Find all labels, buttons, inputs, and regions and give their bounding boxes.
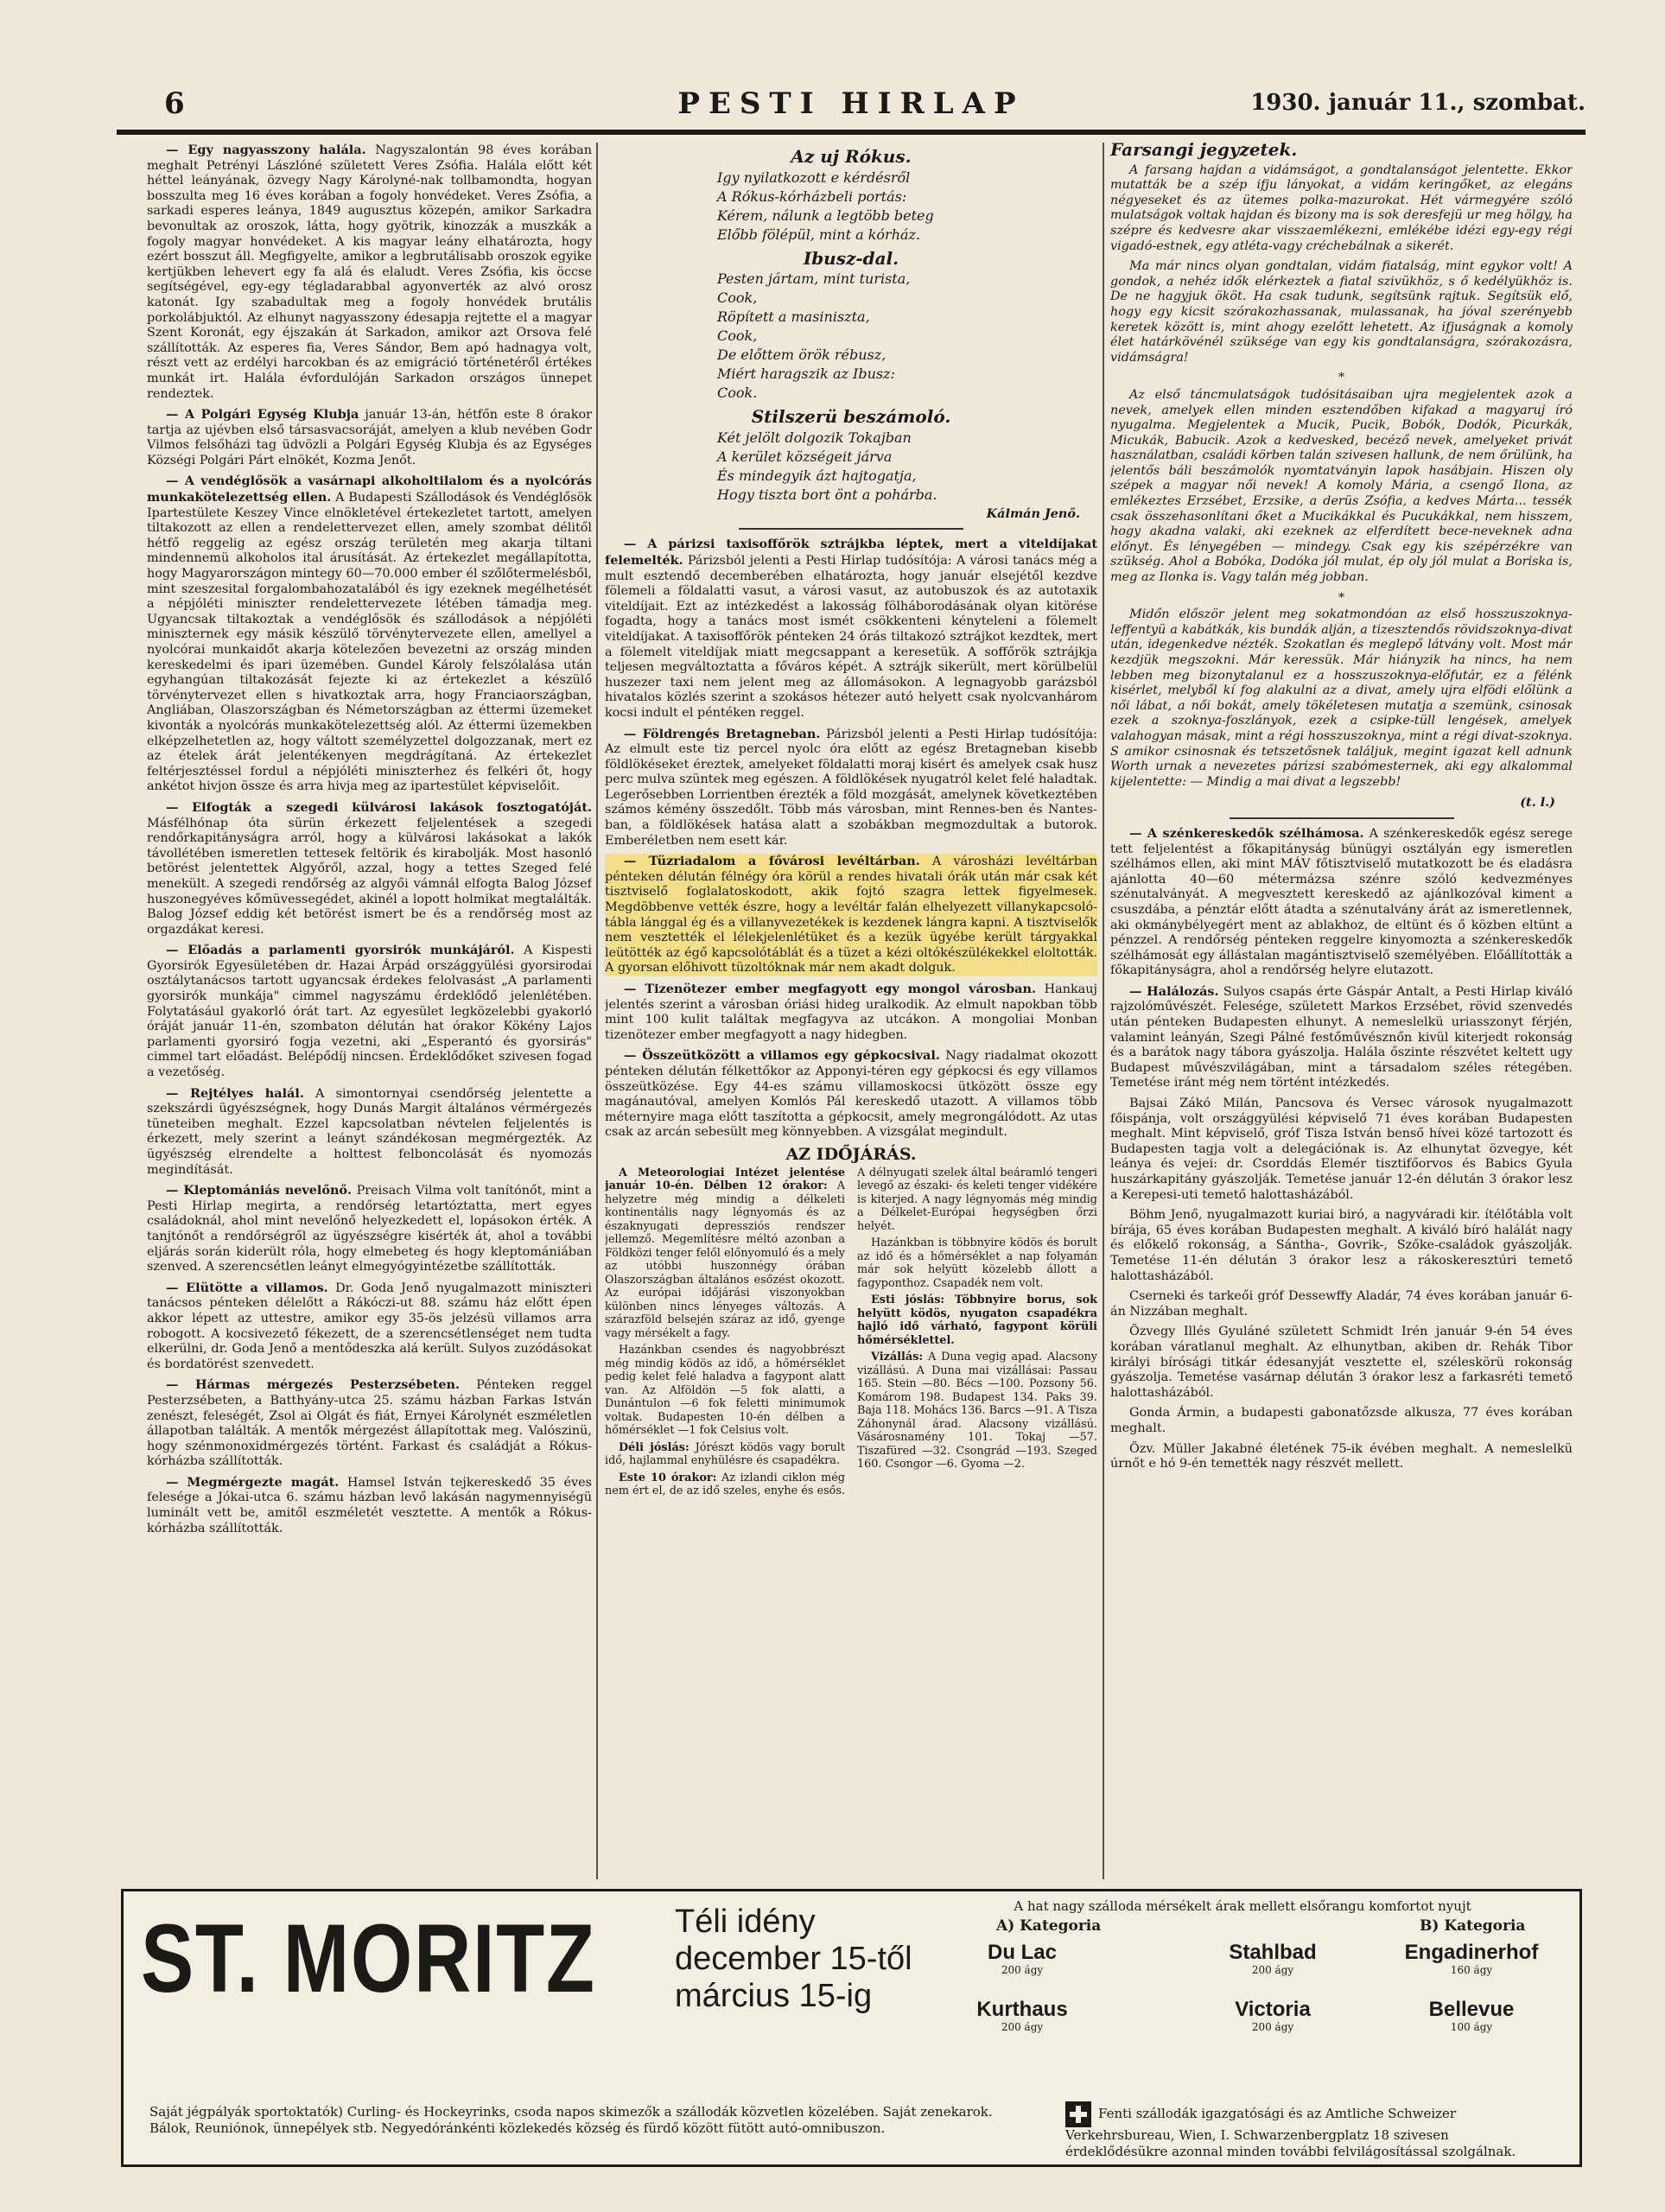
ad-intro: A hat nagy szálloda mérsékelt árak mellett elsőrangu komfortot nyujt xyxy=(1014,1898,1471,1914)
column-left xyxy=(147,143,592,1888)
article-headline: — A párizsi taxisoffőrök sztrájkba léptek, mert a viteldíjakat felemelték. xyxy=(605,537,1097,568)
weather-heading: Vizállás: xyxy=(871,1351,924,1364)
weather-text: A helyzetre még mindig a délkeleti kontinentális nagy légnyomás és az északnyugati depressziós rendszer jellemző. Megemlítésre méltó azonban a Földközi tenger felől előnyomuló és a mely az utóbbi huszonnégy órában Olaszországban általános esőzést okozott. Az európai időjárási viszonyokban különben nincs lényeges változás. A szárazföld belsején száraz az idő, gyenge vagy mérsékelt a fagy. xyxy=(605,1179,845,1340)
article-body: január 13-án, hétfőn este 8 órakor tartja az ujévben első társasvacsoráját, amelyen a klub nevében Godr Vilmos felsőházi tag üdvözli a Polgári Egység Klubja és az Egységes Községi Polgári Párt elnökét, Kozma Jenőt. xyxy=(147,408,592,467)
weather-heading: Déli jóslás: xyxy=(619,1440,690,1454)
ad-info-body: Fenti szállodák igazgatósági és az Amtliche Schweizer Verkehrsbureau, Wien, I. Schwarzenbergplatz 18 szivesen érdeklődésükre azonnal minden további felvilágosítással szolgálnak. xyxy=(1065,2106,1516,2159)
hotel-name: Kurthaus xyxy=(976,1998,1068,2021)
separator xyxy=(739,528,963,530)
hotel-beds: 160 ágy xyxy=(1450,1964,1493,1976)
weather-text: Többnyire borus, sok helyütt ködös, nyugaton csapadékra hajló idő várható, fagypont körüli hőmérséklettel. xyxy=(857,1294,1097,1347)
asterisk-divider: * xyxy=(1338,371,1345,385)
article xyxy=(147,474,592,794)
poem xyxy=(717,270,1097,403)
hotel-beds: 100 ágy xyxy=(1450,2021,1493,2033)
article xyxy=(147,800,592,938)
article-headline: — Előadás a parlamenti gyorsirók munkájáról. xyxy=(166,943,515,958)
article-headline: — Tüzriadalom a fővárosi levéltárban. xyxy=(624,854,920,869)
masthead xyxy=(117,86,1586,135)
poem-line: Előbb fölépül, mint a kórház. xyxy=(717,226,921,243)
article xyxy=(605,727,1097,849)
article-body: Hamsel István tejkereskedő 35 éves felesége a Jókai-utca 6. számu házban levő lakásán nagymennyiségü luminált vett be, amitől eszméletét vesztette. A mentők a Rókus-kórházba szállították. xyxy=(147,1475,592,1535)
article xyxy=(147,143,592,402)
article xyxy=(1110,826,1573,979)
poem-line: Cook. xyxy=(717,385,758,402)
obituary: Özv. Müller Jakabné életének 75-ik évében meghalt. A nemeslelkü úrnőt e hó 9-én temették nagy részvét mellett. xyxy=(1110,1441,1573,1471)
hotel-beds: 200 ágy xyxy=(1001,1964,1044,1976)
ad-brand: ST. MORITZ xyxy=(141,1904,596,2012)
ad-season xyxy=(675,1904,912,2015)
obituary: Özvegy Illés Gyuláné született Schmidt Irén január 9-én 54 éves korában váratlanul meghalt. Az elhunytban, akiben dr. Rehák Tibor királyi bírósági titkár édesanyját vesztette el, széleskörü rokonság gyászolja. Temetése vasárnap délután 3 órakor lesz a farkasréti temető halottasházából. xyxy=(1110,1325,1573,1400)
article-headline: — Kleptomániás nevelőnő. xyxy=(166,1183,353,1198)
poem-line: Hogy tiszta bort önt a pohárba. xyxy=(717,486,937,503)
article xyxy=(605,982,1097,1043)
article-headline: — Elütötte a villamos. xyxy=(166,1280,328,1295)
hotel-name: Du Lac xyxy=(987,1941,1057,1964)
weather-text: Az izlandi ciklon még nem ért el, de az idő szeles, enyhe és esős. A délnyugati szelek által beáramló tengeri levegő az északi- és keleti tenger vidékére is kiterjed. A nagy légnyomás még mindig a Délkelet-Európai hegységben őrzi helyét. xyxy=(605,1166,1097,1498)
poem-line: Cook, xyxy=(717,327,758,345)
article xyxy=(1110,984,1573,1091)
category-b-label: B) Kategoria xyxy=(1420,1917,1526,1935)
poem-title: Az uj Rókus. xyxy=(791,146,912,167)
poem-line: A kerület községeit járva xyxy=(717,448,893,465)
poem-line: Kérem, nálunk a legtöbb beteg xyxy=(717,207,934,224)
weather-report xyxy=(605,1166,1097,1498)
poem-line: Két jelölt dolgozik Tokajban xyxy=(717,429,912,446)
article-headline: — Halálozás. xyxy=(1129,983,1219,999)
swiss-cross-icon xyxy=(1065,2101,1091,2127)
page-number: 6 xyxy=(164,86,185,121)
poem-line: És mindegyik ázt hajtogatja, xyxy=(717,467,917,484)
article-headline: — Egy nagyasszony halála. xyxy=(166,143,366,157)
separator xyxy=(1230,817,1454,819)
weather-heading: Esti jóslás: xyxy=(871,1294,945,1307)
issue-date: 1930. január 11., szombat. xyxy=(1250,90,1586,116)
weather-paragraph xyxy=(857,1351,1097,1471)
st-moritz-advertisement xyxy=(121,1889,1582,2167)
hotel-beds: 200 ágy xyxy=(1251,1964,1294,1976)
weather-paragraph xyxy=(605,1441,845,1468)
weather-paragraph xyxy=(857,1294,1097,1347)
column-title: Farsangi jegyzetek. xyxy=(1110,143,1298,160)
column-right xyxy=(1110,143,1573,1888)
article-body: Hankauj jelentés szerint a városban óriási hideg uralkodik. Az elmult napokban több mint 100 kulit találtak megfagyva az utcákon. A mongoliai Monban tizenötezer ember megfagyott a nagy hidegben. xyxy=(605,982,1097,1042)
hotel-du-lac xyxy=(953,1942,1091,1976)
feuilleton-paragraph: Ma már nincs olyan gondtalan, vidám fiatalság, mint egykor volt! A gondok, a nehéz idők elérkeztek a fiatal szivükhöz, s ő kedélyükhöz is. De ne hagyjuk ököt. Ha csak tudunk, segítsünk rajtuk. Segítsük elő, hogy egy kicsit szórakozhassanak, mulassanak, ha jóval szerényebb keretek között is, mint ahogy ezelőtt lehetett. Az ifjuságnak a komoly élet határkövénél szüksége van egy kis gondtalanságra, szórakozásra, vidámságra! xyxy=(1110,259,1573,365)
article-headline: — Tizenötezer ember megfagyott egy mongol városban. xyxy=(624,982,1036,996)
category-a-label: A) Kategoria xyxy=(996,1917,1102,1935)
weather-heading: Este 10 órakor: xyxy=(619,1471,717,1484)
article-headline: — Rejtélyes halál. xyxy=(166,1085,304,1101)
hotel-engadinerhof xyxy=(1381,1942,1562,1976)
season-line: Téli idény xyxy=(675,1904,816,1940)
article-headline: — Megmérgezte magát. xyxy=(166,1474,340,1490)
article-body: Párizsból jelenti a Pesti Hirlap tudósítója: Az elmult este tiz percel nyolc óra előtt az egész Bretagneban kisebb földlökéseket éreztek, amelyeket földalatti moraj kisért és amelyek csak husz perc mulva szüntek meg egészen. A földlökések nyugatról kelet felé haladtak. Legerősebben Lorrientben érezték a föld mozgását, amelynek következtében számos kémény összedőlt. Több más városban, mint Rennes-ben és Nantes-ban, a földlökések hatása alatt a szobákban megmozdultak a butorok. Emberéletben nem esett kár. xyxy=(605,727,1097,848)
article-body: A városházi levéltárban pénteken délután félnégy óra körül a rendes hivatali órák után már csak két tisztviselő foglalatoskodott, akik fojtó szagra lettek figyelmesek. Megdöbbenve vették észre, hogy a levéltár falán elhelyezett villanykapcsoló-tábla lánggal ég és a villanyvezetékek is kezdenek lángra kapni. A tisztviselők nem vesztették el lélekjelenlétüket és a kezük ügyébe került tárgyakkal leütötték az égő kapcsolótáblát és a tüzet a kézi oltókészülékekkel eloltották. A gyorsan előhivott tüzoltóknak már nem akadt dolguk. xyxy=(605,855,1097,976)
article-body: A Kispesti Gyorsirók Egyesületében dr. Hazai Árpád országgyülési gyorsirodai osztálytanácsos tartott ugyancsak érdekes felolvasást „A parlamenti gyorsirók munkája" cimmel nagyszámu érdeklődő jelenlétében. Folytatásául gyakorló órát tart. Az egyesület legközelebbi gyakorló óráját január 11-én, szombaton délután hat órakor Kökény Lajos parlamenti gyorsiró fogja vezetni, aki „Esperantó és gyorsirás" cimmel tart előadást. Belépődíj nincsen. Érdeklődőket szivesen fogad a vezetőség. xyxy=(147,944,592,1080)
weather-text: Jórészt ködös vagy borult idő, hajlammal enyhülésre és csapadékra. xyxy=(605,1440,845,1468)
article xyxy=(147,1377,592,1470)
hotel-kurthaus xyxy=(953,1999,1091,2033)
article-headline: — A vendéglősök a vasárnapi alkoholtilalom és a nyolcórás munkakötelezettség ellen. xyxy=(147,474,592,505)
season-line: december 15-től xyxy=(675,1941,912,1977)
article-body: A szénkereskedők egész serege tett feljelentést a főkapitányság bünügyi osztályán egy ismeretlen szélhámos ellen, aki mint MÁV főtisztviselő mutatkozott be és eladásra ajánlotta 40—60 métermázsa szénre szóló kedvezményes szénutalványát. A megvesztett kereskedő az ajánlkozóval kiment a csuszdába, a pénztár előtt átadta a szénutalvány árát az ismeretlennek, aki okmánybélyegért ment az ablakhoz, de eltünt és ő közben eltünt a pénzzel. A rendőrség pénteken reggelre kinyomozta a szénkereskedők szélhámosát egy állástalan magántisztviselő személyében. Előállították a főkapitányságra, ahol a rendőrség helyre elutazott. xyxy=(1110,826,1573,978)
weather-paragraph xyxy=(605,1166,845,1341)
article-body: Sulyos csapás érte Gáspár Antalt, a Pesti Hirlap kiváló rajzolóművészét. Felesége, született Markos Erzsébet, rövid szenvedés után pénteken Budapesten elhunyt. A nemeslelkü uriasszonyt férjén, valamint leányán, Szegi Pálné festőművésznőn kivül kiterjedt rokonság és a barátok nagy tábora gyászolja. Halála őszinte részvétet keltett ugy Budapest művészvilágában, mint a társadalom széles rétegében. Temetése iránt még nem történt intézkedés. xyxy=(1110,984,1573,1090)
article-headline: — Elfogták a szegedi külvárosi lakások fosztogatóját. xyxy=(166,799,592,815)
article-body: Pénteken reggel Pesterzsébeten, a Batthyány-utca 25. számu házban Farkas István zenészt, feleségét, Zsol ai Olgát és fiát, Ernyei Károlynét eszméletlen állapotban találták. A mentők mérgezést állapítottak meg. Valószinü, hogy szénmonoxidmérgezés történt. Farkast és családját a Rókus-kórházba szállították. xyxy=(147,1378,592,1469)
article xyxy=(147,1086,592,1179)
hotel-stahlbad xyxy=(1195,1942,1350,1976)
column-signature: (t. l.) xyxy=(1520,795,1555,810)
poem-line: A Rókus-kórházbeli portás: xyxy=(717,188,907,205)
obituary: Bajsai Zákó Milán, Pancsova és Versec városok nyugalmazott főispánja, volt országgyülési képviselő 71 éves korában Budapesten meghalt. Mint képviselő, gróf Tisza István benső hívei közé tartozott és Budapesten tagja volt a delegációnak is. Az elhunytat özvegye, két leánya és vejei: dr. Csorddás Elemér tisztifőorvos és Babics Gyula huszárkapitány gyászolják. Temetése január 12-én délután 3 órakor lesz a Kerepesi-uti temető halottasházából. xyxy=(1110,1096,1573,1202)
weather-heading: A Meteorologiai Intézet jelentése január 10-én. Délben 12 órakor: xyxy=(605,1166,845,1193)
weather-paragraph xyxy=(857,1236,1097,1290)
column-rule-1 xyxy=(596,143,598,1879)
article xyxy=(147,1475,592,1536)
article-body: Párizsból jelenti a Pesti Hirlap tudósítója: A városi tanács még a mult esztendő decemberében elhatározta, hogy január elsejétől kezdve fölemeli a földalatti vasut, a városi vasut, az autobuszok és az autotaxik viteldíjait. Ezt az intézkedést a lakosság fölháborodásának olyan kitörése fogadta, hogy a tanács most ismét csökkenteni kényteleni a fölemelt viteldíjakat. A taxisoffőrök pénteken 24 órás tiltakozó sztrájkot kezdtek, mert a fölemelt viteldíjak miatt megcsappant a keresetük. A soffőrök sztrájkja teljesen megváltoztatta a főváros képét. A sztrájk sikerült, mert körülbelül huszezer taxi nem jelent meg az állomásokon. A legnagyobb garázsból hivatalos közlés szerint a szokásos hétezer autó helyett csak nyolcvanhárom kocsi indult el péntéken reggel. xyxy=(605,553,1097,720)
obituary: Cserneki és tarkeői gróf Dessewffy Aladár, 74 éves korában január 6-án Nizzában meghalt. xyxy=(1110,1289,1573,1319)
newspaper-title: PESTI HIRLAP xyxy=(677,86,1025,121)
asterisk-divider: * xyxy=(1338,590,1345,605)
article-headline: — A szénkereskedők szélhámosa. xyxy=(1129,825,1364,841)
ad-amenities-text: Saját jégpályák sportoktatók) Curling- és Hockeyrinks, csoda napos skimezők a szállodák közvetlen közelében. Saját zenekarok. Bálok, Reuniónok, ünnepélyek stb. Negyedóránkénti közlekedés község és fürdő között fütött autó-omnibuszon. xyxy=(149,2104,993,2136)
poem-line: Miért haragszik az Ibusz: xyxy=(717,365,895,383)
article xyxy=(147,943,592,1080)
article-body: A Budapesti Szállodások és Vendéglősök Ipartestülete Keszey Vince elnökletével értekezletet tartott, amelyen tiltakozott az ellen a rendelettervezet ellen, amely szombat délitől hétfő reggelig az egész ország területén meg akarja tiltani mindennemü alkoholos ital árusítását. Az értekezlet megállapította, hogy Magyarországon mintegy 60—70.000 ember él szőlőtermelésből, mint szeszesital forgalombahozatalából és igy ezeknek megélhetését a népjóléti miniszter rendelettervezete létében támadja meg. Ugyancsak tiltakoztak a vendéglősök és szállodások a népjóléti miniszternek egy másik készülő törvénytervezete ellen, amellyel a nyolcórai munkaidőt akarja kötelezően bevezetni az ország minden kereskedelmi és ipari üzemében. Gundel Károly felszólalása után egyhangúan tiltakozását fejezte ki az értekezlet a készülő törvénytervezet ellen s hivatkoztak arra, hogy Franciaországban, Angliában, Olaszországban és Németországban az éttermi üzemeket kivonták a nyolcórás munkakötelezettség alól. Az éttermi üzemekben elképzelhetetlen az, hogy váltott személyzettel dolgozzanak, mert ez az ételek árát jelentékenyen megdrágítaná. Az értekezlet feltérjesztéssel fordul a népjóléti miniszterhez és felkéri őt, hogy ankétot hivjon össze és arra hivja meg az ipartestület képviselőit. xyxy=(147,491,592,794)
article xyxy=(147,1281,592,1373)
hotel-name: Bellevue xyxy=(1428,1998,1515,2021)
article xyxy=(605,537,1097,721)
poem-title: Ibusz-dal. xyxy=(803,247,899,269)
article-body: Nagyszalontán 98 éves korában meghalt Petrényi Lászlóné született Veres Zsófia. Halála előtt két héttel leányának, özvegy Nagy Károlyné-nak tollbamondta, hogyan bosszulta meg 16 éves korában a fogoly honvédeket. Veres Zsófia, a sarkadi esperes leánya, 1849 augusztus közepén, amikor Sarkadra bevonultak az oroszok, látta, hogy gyötrik, kinozzák a muszkák a fogoly magyar honvédeket. A kis magyar leány elhatározta, hogy ezért bosszut áll. Megfigyelte, amikor a legbrutálisabb oroszok egyike kertjükben lehevert egy fa alá és elaludt. Veres Zsófia, kis öccse segítségével, egy-egy tégladarabbal agyonverték az alvó orosz katonát. Igy szabadultak meg a fogoly honvédek brutális porkolábjuktól. Az elhunyt nagyasszony édesapja rejtette el a magyar Szent Koronát, egy éjszakán át Sarkadon, amikor azt Orsova felé szállították. Az esperes fia, Veres Sándor, Bem apó hadnagya volt, részt vett az erdélyi harcokban és az emigráció történetéről értékes munkát irt. Halála évfordulóján Sarkadon országos ünnepet rendeztek. xyxy=(147,143,592,401)
weather-text: Hazánkban csendes és nagyobbrészt még mindig ködös az idő, a hőmérséklet pedig kelet felé haladva a fagypont alatt van. Az Alföldön —5 fok alatti, a Dunántulon —6 fok feletti minimumok voltak. Budapesten 10-én délben a hőmérséklet —1 fok Celsius volt. xyxy=(605,1344,845,1438)
weather-paragraph xyxy=(605,1344,845,1438)
hotel-victoria xyxy=(1195,1999,1350,2033)
hotel-name: Stahlbad xyxy=(1229,1941,1317,1964)
poem-line: Röpített a masiniszta, xyxy=(717,308,870,326)
poem-title: Stilszerü beszámoló. xyxy=(751,406,951,428)
obituary: Böhm Jenő, nyugalmazott kuriai biró, a nagyváradi kir. ítélőtábla volt bírája, 65 éves korában Budapesten meghalt. A kiváló bíró halálát nagy és előkelő rokonság, a Sántha-, Govrik-, Szőke-családok gyászolják. Temetése 11-én délután 3 órakor lesz a rákoskeresztúri temető halottasházából. xyxy=(1110,1208,1573,1283)
article-body: Preisach Vilma volt tanítónőt, mint a Pesti Hirlap megirta, a rendőrség letartóztatta, mert egyes családoknál, ahol mint nevelőnő helyezkedett el, lopásokon érték. A tanjtónőt a rendőrségről az ügyészségre kisérték át, ahol a további eljárás során kiderült róla, hogy elmebeteg és hogy kleptomániában szenved. A szerencsétlen leányt elmegyógyintézetbe szállították. xyxy=(147,1184,592,1274)
article xyxy=(605,1048,1097,1141)
article-body: Másfélhónap óta sürün érkezett feljelentések a szegedi rendőrkapitányságra arról, hogy a külvárosi lakásokat a lakók távollétében ismeretlen tettesek feltörik és kirabolják. Most hasonló betörést jelentettek Algyőről, azzal, hogy a tettes Szeged felé menekült. A szegedi rendőrség az algyői vámnál elfogta Balog József huszonegyéves kőmüvessegédet, akinél a lopott holmikat megtalálták. Balog József eddig két betörést ismert be és a rendőrség most az orgazdákat keresi. xyxy=(147,816,592,937)
poem xyxy=(717,429,1097,505)
article-headline: — Földrengés Bretagneban. xyxy=(624,726,821,741)
poem-line: Igy nyilatkozott e kérdésről xyxy=(717,168,911,186)
article-body: Dr. Goda Jenő nyugalmazott miniszteri tanácsos pénteken délelőtt a Rákóczi-ut 88. számu ház előtt épen akkor lépett az uttestre, amikor egy 35-ös jelzésü villamos arra robogott. A kocsivezető fékezett, de a szerencsétlenséget nem tudta elkerülni, dr. Goda Jenő a mentődeszka alá került. Sulyos zuzódásokat és bordatörést szenvedett. xyxy=(147,1281,592,1371)
article xyxy=(147,407,592,468)
article-headline: — Hármas mérgezés Pesterzsébeten. xyxy=(166,1377,461,1393)
weather-text: Hazánkban is többnyire ködös és borult az idő és a hőmérséklet a nap folyamán már sok helyütt közelebb állott a fagyponthoz. Csapadék nem volt. xyxy=(857,1236,1097,1290)
hotel-beds: 200 ágy xyxy=(1001,2021,1044,2033)
poem-line: De előttem örök rébusz, xyxy=(717,346,887,364)
hotel-name: Victoria xyxy=(1235,1998,1311,2021)
article-body: A simontornyai csendőrség jelentette a szekszárdi ügyészségnek, hogy Dunás Margit általános vérmérgezés tüneteiben meghalt. Ezzel kapcsolatban névtelen feljelentés is érkezett, mely szerint a leányt szándékosan megmérgezték. Az ügyészség elrendelte a holttest felboncolását és nyomozás megindítását. xyxy=(147,1086,592,1177)
article-headline: — Összeütközött a villamos egy gépkocsival. xyxy=(624,1048,940,1064)
article-body: Nagy riadalmat okozott pénteken délután félkettőkor az Apponyi-téren egy gépkocsi és egy villamos összeütközése. Egy 44-es számu villamoskocsi ütközött össze egy magánautóval, amelyen Komlós Pál kereskedő utazott. A villamos több méternyire maga előtt taszította a gépkocsit, amely megrongálódott. Az utas csak az arcán sebesült meg könnyebben. A vizsgálat megindult. xyxy=(605,1049,1097,1140)
season-line: március 15-ig xyxy=(675,1978,873,2014)
poem-line: Pesten jártam, mint turista, xyxy=(717,270,911,288)
feuilleton-paragraph: Midőn először jelent meg sokatmondóan az első hosszuszoknya-leffentyü a kabátkák, kis bundák alján, a tizesztendős rövidszoknya-divat után, idegenkedve nézték. Szokatlan és meglepő látvány volt. Most már kezdjük megszokni. Már keressük. Már hiányzik ha nincs, ha nem lebben meg bizonytalanul ez a hosszuszoknya-előfutár, ez a félénk kisérlet, melyből kí fog alakulni az a divat, amely ujra elfödi előlünk a női lábat, a női bokát, amely tökéletesen mutatja a szemünk, csinosak ezek a szoknya-foszlányok, ezek a csipke-tüll lengések, amelyek valahogyan másak, mint a régi hosszuszoknya, mint a régi divat-szoknya. S amikor csinosnak és tetszetősnek találjuk, megint igazat kell adnunk Worth urnak a nevezetes párizsi szabómesternek, aki egy alkalommal kijelentette: — Mindig a mai divat a legszebb! xyxy=(1110,607,1573,789)
hotel-bellevue xyxy=(1381,1999,1562,2033)
ad-info-text xyxy=(1065,2101,1549,2160)
column-middle xyxy=(605,143,1097,1888)
poem xyxy=(717,168,1097,245)
article-headline: — A Polgári Egység Klubja xyxy=(166,407,359,423)
obituary: Gonda Ármin, a budapesti gabonatőzsde alkusza, 77 éves korában meghalt. xyxy=(1110,1406,1573,1435)
weather-text: A Duna vegig apad. Alacsony vizállású. A Duna mai vizállásai: Passau 165. Stein —80. Bécs —100. Pozsony 56. Komárom 198. Budapest 134. Paks 39. Baja 118. Mohács 136. Barcs —91. A Tisza Záhonynál árad. Alacsony vizállású. Vásárosnamény 101. Tokaj —57. Tiszafüred —32. Csongrád —193. Szeged 160. Csongor —6. Gyoma —2. xyxy=(857,1351,1097,1471)
column-rule-2 xyxy=(1103,143,1104,1879)
highlighted-article xyxy=(605,854,1097,976)
article xyxy=(147,1183,592,1275)
weather-title: AZ IDŐJÁRÁS. xyxy=(785,1144,917,1164)
feuilleton-paragraph: Az első táncmulatságok tudósitásaiban ujra megjelentek azok a nevek, amelyek ellen minden esztendőben kifakad a magyaruj író nyugalma. Megjelentek a Mucik, Pucik, Bobók, Dodók, Picurkák, Micukák, Babucik. Azok a kedvesked, becéző nevek, amelyeket privát használatban, családi körben talán szivesen hallunk, de nem őrülünk, ha jelentős báli beszámolók nyomtatványin lapok hasábjain. Hiszen oly szépek a magyar női nevek! A komoly Mária, a csengő Ilona, az emlékeztes Erzsébet, Erzsike, a derüs Zsófia, a kedves Márta... tessék csak összehasonlítani őket a Mucikákkal és Pucukákkal, nem hisszem, hogy akadna valaki, aki ezeknek az elferdített bece-neveknek adna előnyt. És lényegében — mindegy. Csak egy kis szépérzékre van szükség. Ahol a Bobóka, Dodóka jól mulat, ép oly jól mulat a Boriska is, meg az Ilonka is. Vagy talán még jobban. xyxy=(1110,387,1573,585)
poem-signature: Kálmán Jenő. xyxy=(986,505,1080,521)
hotel-name: Engadinerhof xyxy=(1404,1941,1539,1964)
poem-line: Cook, xyxy=(717,289,758,307)
feuilleton-paragraph: A farsang hajdan a vidámságot, a gondtalanságot jelentette. Ekkor mutatták be a szép ifju lányokat, a vidám keringőket, az elegáns négyeseket és az ütemes polka-mazurokat. Hét vármegyére szóló mulatságok voltak hajdan és bizony ma is sok deresfejü ur meg hölgy, ha szépre és kedvesre akar visszaemlékezni, emlékébe idézi egy-egy régi vigadó-estnek, egy atléta-vagy créchebálnak a sikerét. xyxy=(1110,162,1573,253)
hotel-beds: 200 ágy xyxy=(1251,2021,1294,2033)
